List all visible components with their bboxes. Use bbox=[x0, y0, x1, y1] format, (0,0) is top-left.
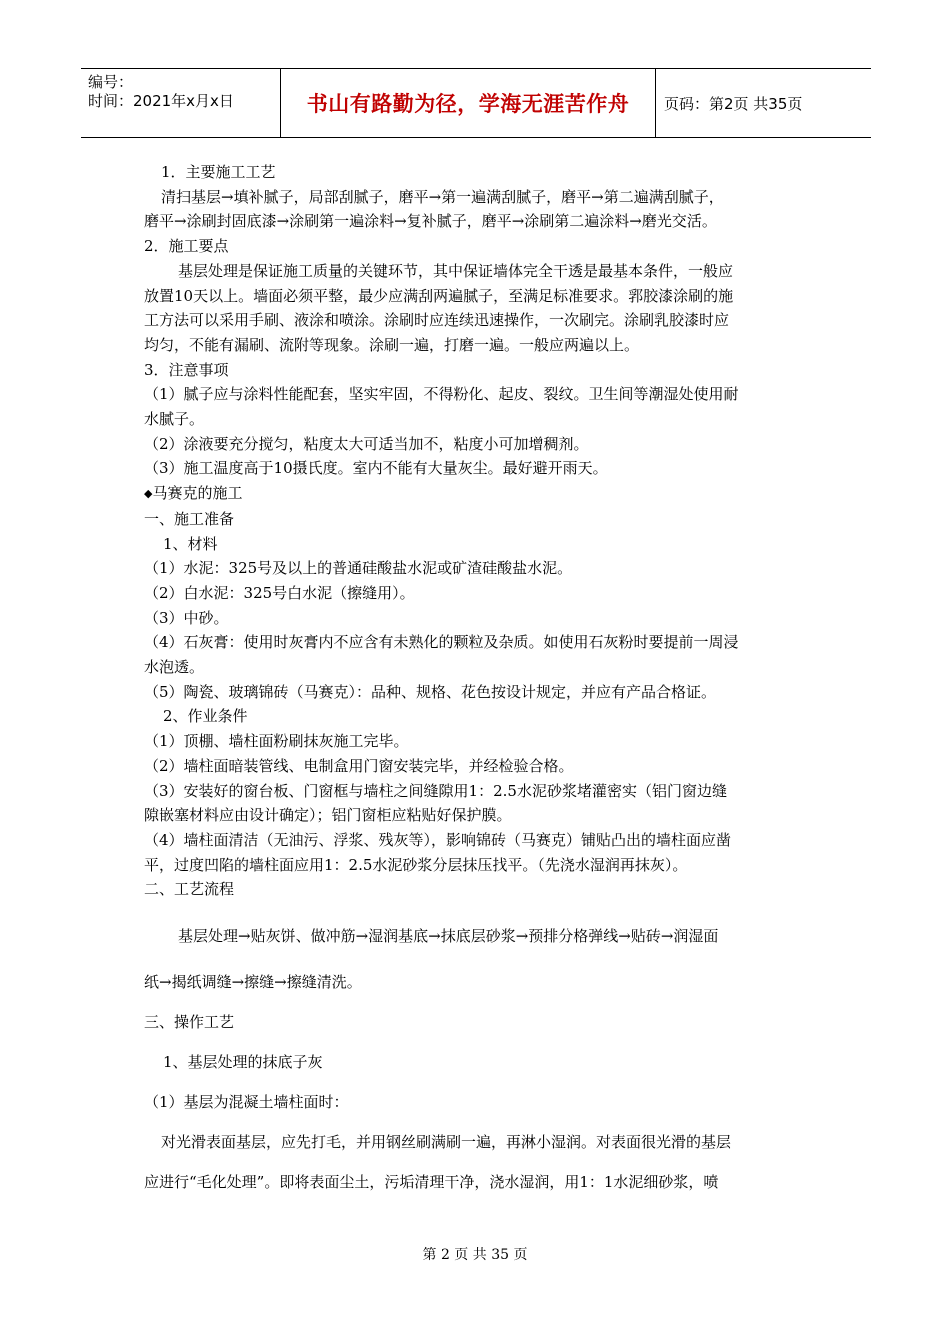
paragraph-line: （1）腻子应与涂料性能配套，坚实牢固，不得粉化、起皮、裂纹。卫生间等潮湿处使用耐 bbox=[144, 385, 739, 404]
paragraph-line: （3）安装好的窗台板、门窗框与墙柱之间缝隙用1：2.5水泥砂浆堵灌密实（铝门窗边缝 bbox=[144, 781, 727, 800]
paragraph-line: （1）水泥：325号及以上的普通硅酸盐水泥或矿渣硅酸盐水泥。 bbox=[144, 559, 573, 578]
diamond-bullet-icon: ◆ bbox=[144, 487, 153, 501]
heading-mosaic-text: 马赛克的施工 bbox=[152, 484, 243, 503]
header-motto: 书山有路勤为径，学海无涯苦作舟 bbox=[281, 69, 656, 137]
page-header bbox=[81, 68, 871, 138]
paragraph-line: 清扫基层→填补腻子，局部刮腻子，磨平→第一遍满刮腻子，磨平→第二遍满刮腻子， bbox=[161, 187, 724, 206]
page-footer: 第 2 页 共 35 页 bbox=[422, 1247, 528, 1263]
paragraph-line: （4）墙柱面清洁（无油污、浮浆、残灰等），影响锦砖（马赛克）铺贴凸出的墙柱面应凿 bbox=[144, 830, 732, 849]
paragraph-line: 水腻子。 bbox=[144, 410, 205, 429]
paragraph-line: 基层处理→贴灰饼、做冲筋→湿润基底→抹底层砂浆→预排分格弹线→贴砖→润湿面 bbox=[178, 927, 719, 946]
paragraph-line: （3）中砂。 bbox=[144, 608, 229, 627]
heading-work-conditions: 2、作业条件 bbox=[163, 707, 248, 726]
paragraph-line: （1）顶棚、墙柱面粉刷抹灰施工完毕。 bbox=[144, 732, 409, 751]
header-page-info: 页码：第2页 共35页 bbox=[664, 94, 803, 113]
paragraph-line: 平，过度凹陷的墙柱面应用1：2.5水泥砂浆分层抹压找平。（先浇水湿润再抹灰）。 bbox=[144, 855, 688, 874]
paragraph-line: 工方法可以采用手刷、液涂和喷涂。涂刷时应连续迅速操作，一次刷完。涂刷乳胶漆时应 bbox=[144, 311, 730, 330]
paragraph-line: 隙嵌塞材料应由设计确定）；铝门窗柜应粘贴好保护膜。 bbox=[144, 806, 512, 825]
paragraph-line: （4）石灰膏：使用时灰膏内不应含有未熟化的颗粒及杂质。如使用石灰粉时要提前一周浸 bbox=[144, 633, 739, 652]
paragraph-line: （2）墙柱面暗装管线、电制盒用门窗安装完毕，并经检验合格。 bbox=[144, 756, 574, 775]
paragraph-line: 水泡透。 bbox=[144, 658, 205, 677]
paragraph-line: 对光滑表面基层，应先打毛，并用钢丝刷满刷一遍，再淋小湿润。对表面很光滑的基层 bbox=[161, 1133, 732, 1152]
heading-key-points: 2．施工要点 bbox=[144, 237, 229, 256]
heading-operation: 三、操作工艺 bbox=[144, 1013, 235, 1032]
paragraph-line: 基层处理是保证施工质量的关键环节，其中保证墙体完全干透是最基本条件，一般应 bbox=[178, 261, 734, 280]
heading-materials: 1、材料 bbox=[163, 534, 218, 553]
heading-preparation: 一、施工准备 bbox=[144, 509, 235, 528]
number-label: 编号： bbox=[88, 73, 134, 91]
heading-mosaic bbox=[144, 481, 812, 507]
paragraph-line: （3）施工温度高于10摄氏度。室内不能有大量灰尘。最好避开雨天。 bbox=[144, 459, 608, 478]
paragraph-line: 放置10天以上。墙面必须平整，最少应满刮两遍腻子，至满足标准要求。郛胶漆涂刷的施 bbox=[144, 286, 734, 305]
paragraph-line: 应进行“毛化处理”。即将表面尘土，污垢清理干净，浇水湿润，用1：1水泥细砂浆，喷 bbox=[144, 1173, 719, 1192]
paragraph-line: 磨平→涂刷封固底漆→涂刷第一遍涂料→复补腻子，磨平→涂刷第二遍涂料→磨光交活。 bbox=[144, 212, 717, 231]
header-meta bbox=[81, 69, 281, 137]
paragraph-line: （1）基层为混凝土墙柱面时： bbox=[144, 1093, 349, 1112]
heading-process-flow: 二、工艺流程 bbox=[144, 880, 235, 899]
heading-notes: 3．注意事项 bbox=[144, 360, 229, 379]
paragraph-line: （2）白水泥：325号白水泥（擦缝用）。 bbox=[144, 583, 415, 602]
time-label: 时间：2021年x月x日 bbox=[88, 92, 234, 110]
heading-main-process: 1．主要施工工艺 bbox=[161, 163, 276, 181]
heading-base-treatment: 1、基层处理的抹底子灰 bbox=[163, 1053, 323, 1072]
paragraph-line: 纸→揭纸调缝→擦缝→擦缝清洗。 bbox=[144, 973, 362, 992]
document-body bbox=[144, 160, 812, 1194]
paragraph-line: 均匀，不能有漏刷、流附等现象。涂刷一遍，打磨一遍。一般应两遍以上。 bbox=[144, 335, 640, 354]
paragraph-line: （5）陶瓷、玻璃锦砖（马赛克）：品种、规格、花色按设计规定，并应有产品合格证。 bbox=[144, 682, 717, 701]
paragraph-line: （2）涂液要充分搅匀，粘度太大可适当加不，粘度小可加增稠剂。 bbox=[144, 434, 589, 453]
